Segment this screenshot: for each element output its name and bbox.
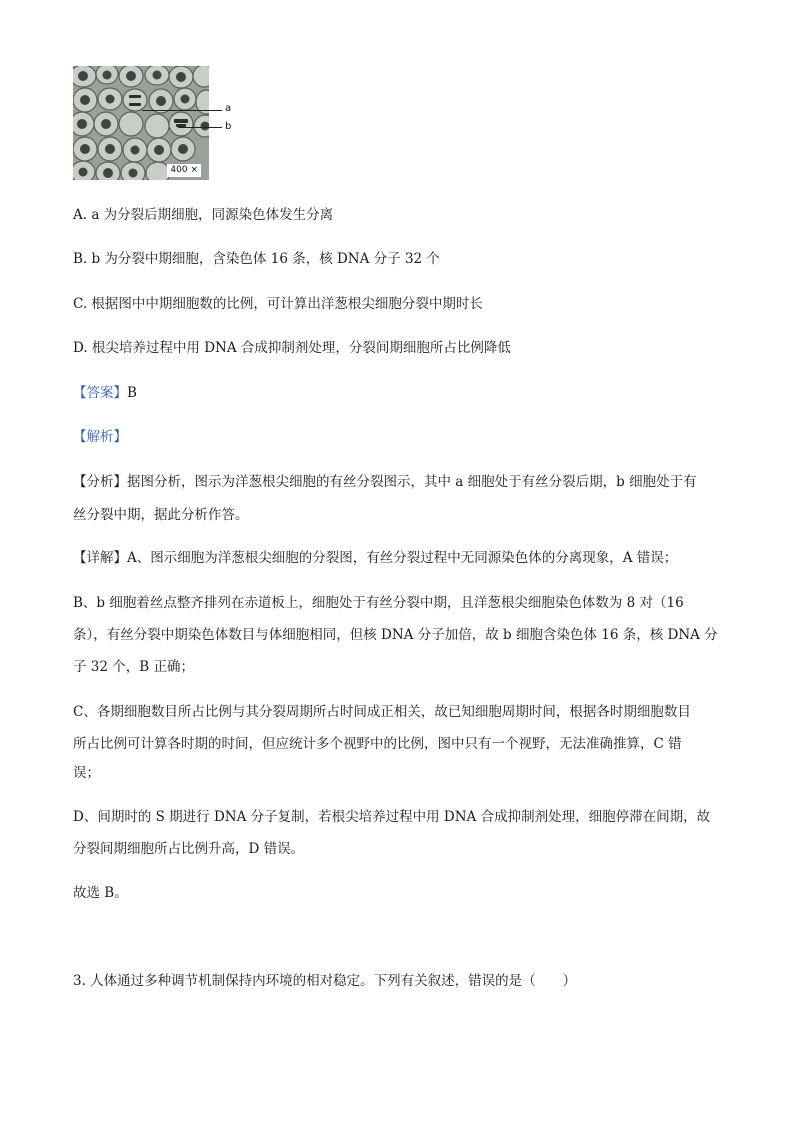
answer-tag: 【答案】 <box>73 385 127 401</box>
fenxi-text-1: 据图分析，图示为洋葱根尖细胞的有丝分裂图示，其中 a 细胞处于有丝分裂后期，b 细胞处于有 <box>127 474 697 490</box>
option-c: C. 根据图中中期细胞数的比例，可计算出洋葱根尖细胞分裂中期时长 <box>73 296 483 312</box>
answer-value: B <box>127 385 137 401</box>
pointer-line-b <box>178 127 222 128</box>
xiangjie-line-c1: C、各期细胞数目所占比例与其分裂周期所占时间成正相关，故已知细胞周期时间，根据各时期细胞数目 <box>73 704 691 720</box>
micrograph-figure <box>73 66 209 180</box>
conclusion: 故选 B。 <box>73 885 128 901</box>
xiangjie-line-b2: 条），有丝分裂中期染色体数目与体细胞相同，但核 DNA 分子加倍，故 b 细胞含染色体 16 条，核 DNA 分 <box>73 627 718 643</box>
answer-line <box>73 384 137 402</box>
xiangjie-tag: 【详解】 <box>73 550 127 566</box>
fenxi-line-1 <box>73 473 697 491</box>
option-d: D. 根尖培养过程中用 DNA 合成抑制剂处理，分裂间期细胞所占比例降低 <box>73 340 511 356</box>
option-b: B. b 为分裂中期细胞，含染色体 16 条，核 DNA 分子 32 个 <box>73 251 440 267</box>
xiangjie-line-d2: 分裂间期细胞所占比例升高，D 错误。 <box>73 841 305 857</box>
xiangjie-line-c2: 所占比例可计算各时期的时间，但应统计多个视野中的比例，图中只有一个视野，无法准确推算，C 错 <box>73 736 682 752</box>
figure-label-a: a <box>225 103 232 114</box>
magnification-label: 400 × <box>167 164 201 177</box>
question-3-stem: 3. 人体通过多种调节机制保持内环境的相对稳定。下列有关叙述，错误的是（ ） <box>73 973 577 989</box>
xiangjie-line-b1: B、b 细胞着丝点整齐排列在赤道板上，细胞处于有丝分裂中期，且洋葱根尖细胞染色体数为 8 对（16 <box>73 595 684 611</box>
fenxi-line-2: 丝分裂中期，据此分析作答。 <box>73 507 249 523</box>
onion-root-tip-cells-image <box>73 66 209 180</box>
figure-label-b: b <box>225 121 232 132</box>
analysis-heading: 【解析】 <box>73 429 127 445</box>
xiangjie-line-a <box>73 549 677 567</box>
xiangjie-line-d1: D、间期时的 S 期进行 DNA 分子复制，若根尖培养过程中用 DNA 合成抑制剂处理，细胞停滞在间期，故 <box>73 809 711 825</box>
xiangjie-line-c3: 误； <box>73 765 100 781</box>
fenxi-tag: 【分析】 <box>73 474 127 490</box>
pointer-line-a <box>142 110 222 111</box>
xiangjie-line-b3: 子 32 个，B 正确； <box>73 659 194 675</box>
xiangjie-text-a: A、图示细胞为洋葱根尖细胞的分裂图，有丝分裂过程中无同源染色体的分离现象，A 错误； <box>127 550 678 566</box>
option-a: A. a 为分裂后期细胞，同源染色体发生分离 <box>73 207 334 223</box>
